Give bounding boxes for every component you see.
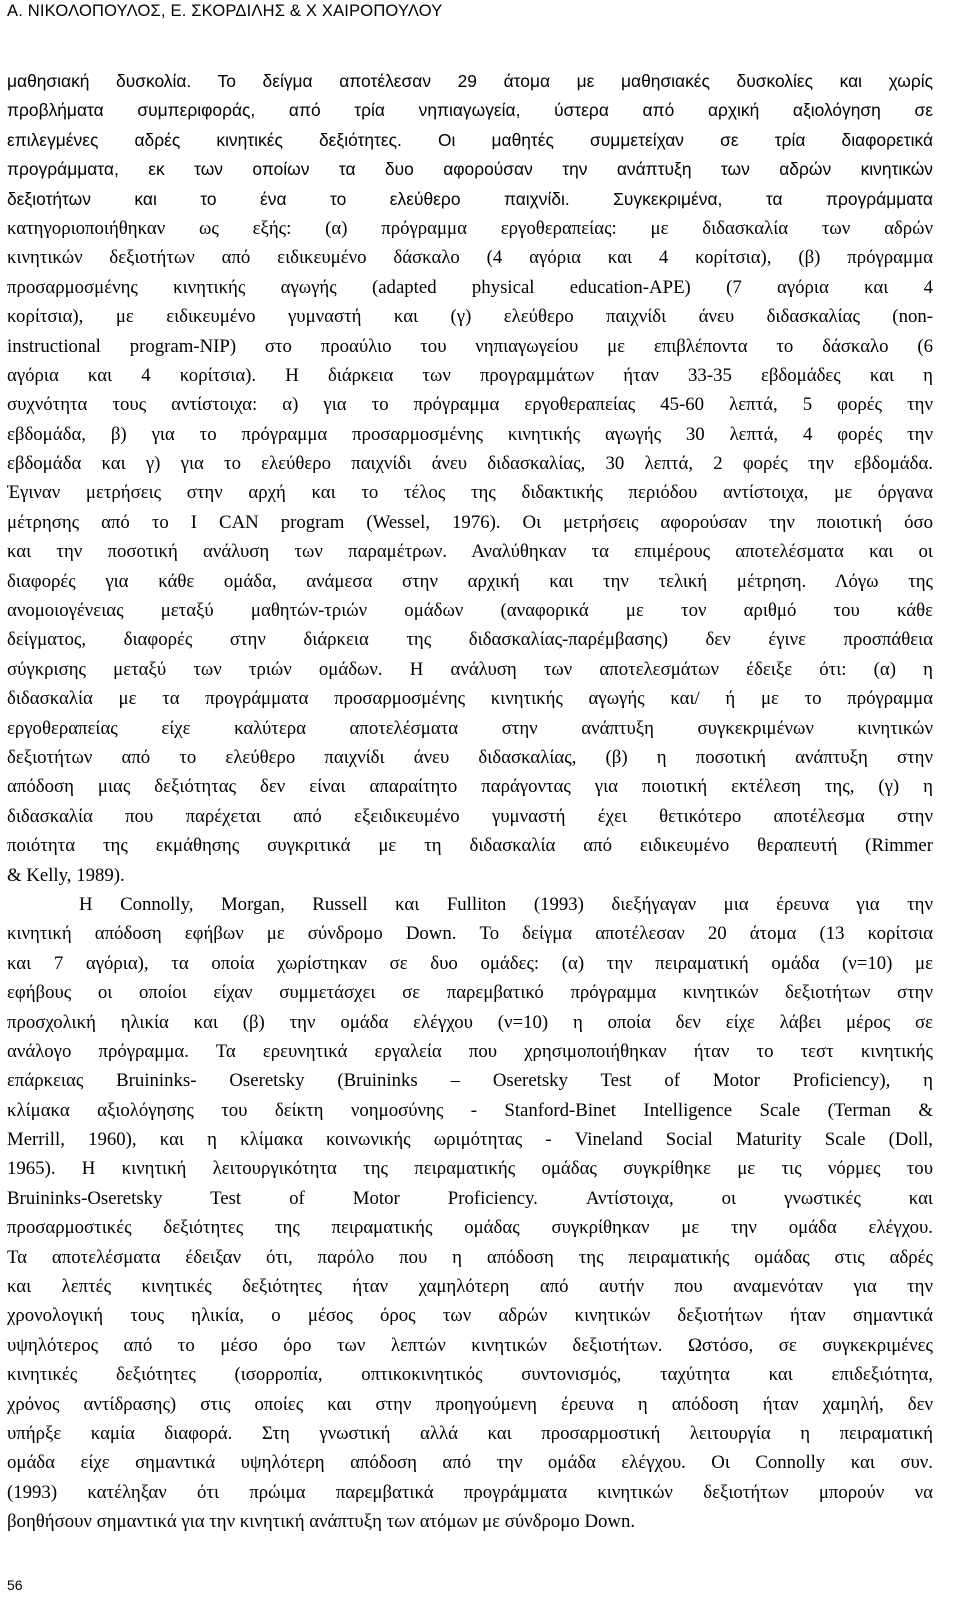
text-line: προσχολική ηλικία και (β) την ομάδα ελέγχου (ν=10) η οποία δεν είχε λάβει μέρος σε [7,1011,933,1033]
text-line: και 7 αγόρια), τα οποία χωρίστηκαν σε δυο ομάδες: (α) την πειραματική ομάδα (ν=10) με [7,952,933,974]
text-line: Bruininks-Oseretsky Test of Motor Proficiency. Αντίστοιχα, οι γνωστικές και [7,1187,933,1209]
text-line: ομάδα είχε σημαντικά υψηλότερη απόδοση από την ομάδα ελέγχου. Οι Connolly και συν. [7,1452,933,1474]
text-line: Merrill, 1960), και η κλίμακα κοινωνικής ωριμότητας - Vineland Social Maturity Scale (Doll, [7,1129,933,1151]
text-line: υψηλότερος από το μέσο όρο των λεπτών κινητικών δεξιοτήτων. Ωστόσο, σε συγκεκριμένες [7,1334,933,1356]
text-line: εβδομάδα, β) για το πρόγραμμα προσαρμοσμένης κινητικής αγωγής 30 λεπτά, 4 φορές την [7,423,933,445]
text-line: εργοθεραπείας είχε καλύτερα αποτελέσματα στην ανάπτυξη συγκεκριμένων κινητικών [7,717,933,739]
text-line: Η Connolly, Morgan, Russell και Fulliton (1993) διεξήγαγαν μια έρευνα για την [79,893,933,915]
text-line: μέτρησης από το I CAN program (Wessel, 1976). Οι μετρήσεις αφορούσαν την ποιοτική όσο [7,511,933,533]
text-line: επιλεγμένες αδρές κινητικές δεξιότητες. Οι μαθητές συμμετείχαν σε τρία διαφορετικά [7,129,933,150]
text-line: ανάλογο πρόγραμμα. Τα ερευνητικά εργαλεία που χρησιμοποιήθηκαν ήταν το τεστ κινητικής [7,1040,933,1062]
text-line: προβλήματα συμπεριφοράς, από τρία νηπιαγωγεία, ύστερα από αρχική αξιολόγηση σε [7,100,933,121]
text-line: προσαρμοστικές δεξιότητες της πειραματικής ομάδας συγκρίθηκαν με την ομάδα ελέγχου. [7,1217,933,1239]
text-line: δείγματος, διαφορές στην διάρκεια της διδασκαλίας-παρέμβασης) δεν έγινε προσπάθεια [7,629,933,651]
page-number: 56 [7,1577,23,1593]
text-line: αγόρια και 4 κορίτσια). Η διάρκεια των προγραμμάτων ήταν 33-35 εβδομάδες και η [7,364,933,386]
text-line: και την ποσοτική ανάλυση των παραμέτρων. Αναλύθηκαν τα επιμέρους αποτελέσματα και οι [7,541,933,563]
text-line: ποιότητα της εκμάθησης συγκριτικά με τη διδασκαλία από ειδικευμένο θεραπευτή (Rimmer [7,835,933,857]
running-header: Α. ΝΙΚΟΛΟΠΟΥΛΟΣ, Ε. ΣΚΟΡΔΙΛΗΣ & Χ ΧΑΙΡΟΠΟΥΛΟΥ [7,2,443,20]
text-line: υπήρξε καμία διαφορά. Στη γνωστική αλλά και προσαρμοστική λειτουργία η πειραματική [7,1422,933,1444]
text-line: δεξιοτήτων και το ένα το ελεύθερο παιχνίδι. Συγκεκριμένα, τα προγράμματα [7,188,933,209]
text-line: απόδοση μιας δεξιότητας δεν είναι απαραίτητο παράγοντας για ποιοτική εκτέλεση της, (γ) η [7,776,933,798]
text-line: ανομοιογένειας μεταξύ μαθητών-τριών ομάδων (αναφορικά με τον αριθμό του κάθε [7,600,933,622]
text-line: διαφορές για κάθε ομάδα, ανάμεσα στην αρχική και την τελική μέτρηση. Λόγω της [7,570,933,592]
text-line: δεξιοτήτων από το ελεύθερο παιχνίδι άνευ διδασκαλίας, (β) η ποσοτική ανάπτυξη στην [7,746,933,768]
text-line: (1993) κατέληξαν ότι πρώιμα παρεμβατικά προγράμματα κινητικών δεξιοτήτων μπορούν να [7,1481,933,1503]
body-text [7,67,933,1537]
text-line: διδασκαλία με τα προγράμματα προσαρμοσμένης κινητικής αγωγής και/ ή με το πρόγραμμα [7,688,933,710]
text-line: συχνότητα τους αντίστοιχα: α) για το πρόγραμμα εργοθεραπείας 45-60 λεπτά, 5 φορές την [7,394,933,416]
text-line: διδασκαλία που παρέχεται από εξειδικευμένο γυμναστή έχει θετικότερο αποτέλεσμα στην [7,805,933,827]
text-line: κατηγοριοποιήθηκαν ως εξής: (α) πρόγραμμα εργοθεραπείας: με διδασκαλία των αδρών [7,217,933,239]
text-line: instructional program-NIP) στο προαύλιο του νηπιαγωγείου με επιβλέποντα το δάσκαλο (6 [7,335,933,357]
text-line: Έγιναν μετρήσεις στην αρχή και το τέλος της διδακτικής περιόδου αντίστοιχα, με όργανα [7,482,933,504]
text-line: μαθησιακή δυσκολία. Το δείγμα αποτέλεσαν 29 άτομα με μαθησιακές δυσκολίες και χωρίς [7,71,933,91]
text-line: βοηθήσουν σημαντικά για την κινητική ανάπτυξη των ατόμων με σύνδρομο Down. [7,1511,636,1533]
text-line: κορίτσια), με ειδικευμένο γυμναστή και (γ) ελεύθερο παιχνίδι άνευ διδασκαλίας (non- [7,306,933,328]
text-line: κλίμακα αξιολόγησης του δείκτη νοημοσύνης - Stanford-Binet Intelligence Scale (Terman & [7,1099,933,1121]
text-line: κινητικές δεξιότητες (ισορροπία, οπτικοκινητικός συντονισμός, ταχύτητα και επιδεξιότητα, [7,1364,933,1386]
text-line: κινητική απόδοση εφήβων με σύνδρομο Down. Το δείγμα αποτέλεσαν 20 άτομα (13 κορίτσια [7,923,933,945]
text-line: και λεπτές κινητικές δεξιότητες ήταν χαμηλότερη από αυτήν που αναμενόταν για την [7,1276,933,1298]
text-line: εφήβους οι οποίοι είχαν συμμετάσχει σε παρεμβατικό πρόγραμμα κινητικών δεξιοτήτων στην [7,982,933,1004]
text-line: επάρκειας Bruininks- Oseretsky (Bruininks – Oseretsky Test of Motor Proficiency), η [7,1070,933,1092]
text-line: & Kelly, 1989). [7,864,125,886]
text-line: εβδομάδα και γ) για το ελεύθερο παιχνίδι άνευ διδασκαλίας, 30 λεπτά, 2 φορές την εβδομάδα. [7,453,933,475]
text-line: χρονολογική τους ηλικία, ο μέσος όρος των αδρών κινητικών δεξιοτήτων ήταν σημαντικά [7,1305,933,1327]
text-line: 1965). Η κινητική λειτουργικότητα της πειραματικής ομάδας συγκρίθηκε με τις νόρμες του [7,1158,933,1180]
text-line: σύγκρισης μεταξύ των τριών ομάδων. Η ανάλυση των αποτελεσμάτων έδειξε ότι: (α) η [7,658,933,680]
text-line: προσαρμοσμένης κινητικής αγωγής (adapted physical education-APE) (7 αγόρια και 4 [7,276,933,298]
text-line: χρόνος αντίδρασης) στις οποίες και στην προηγούμενη έρευνα η απόδοση ήταν χαμηλή, δεν [7,1393,933,1415]
text-line: κινητικών δεξιοτήτων από ειδικευμένο δάσκαλο (4 αγόρια και 4 κορίτσια), (β) πρόγραμμα [7,247,933,269]
text-line: προγράμματα, εκ των οποίων τα δυο αφορούσαν την ανάπτυξη των αδρών κινητικών [7,159,933,180]
text-line: Τα αποτελέσματα έδειξαν ότι, παρόλο που η απόδοση της πειραματικής ομάδας στις αδρές [7,1246,933,1268]
